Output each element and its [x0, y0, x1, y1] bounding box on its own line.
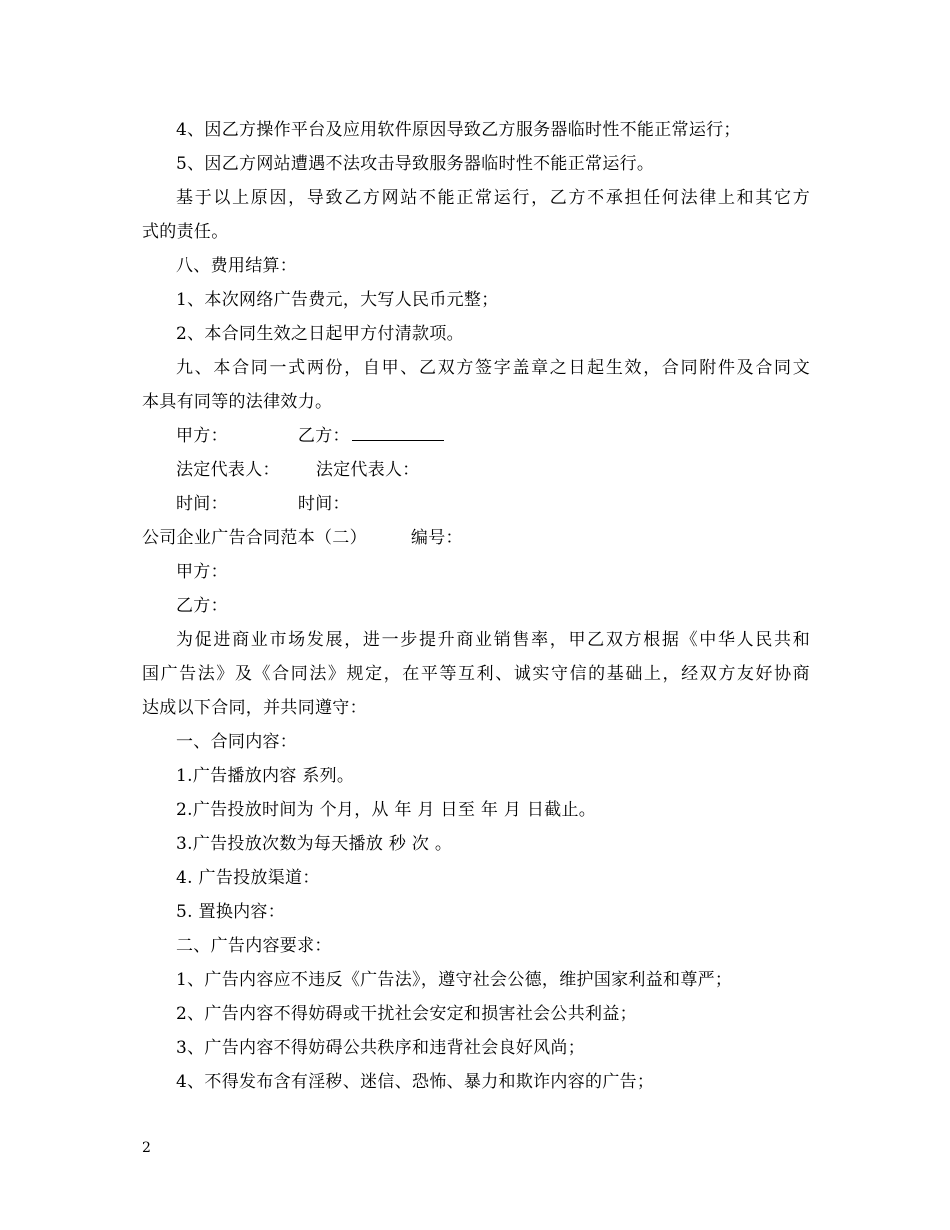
party-b-line: 乙方： [176, 596, 228, 616]
rep-a-label: 法定代表人： [176, 460, 280, 480]
paragraph-line: 式的责任。 [142, 222, 229, 242]
intro-line: 达成以下合同，并共同遵守： [142, 698, 367, 718]
section-heading: 一、合同内容： [176, 732, 298, 752]
section-heading: 二、广告内容要求： [176, 936, 332, 956]
contract-title: 公司企业广告合同范本（二） [142, 528, 367, 548]
paragraph-line: 5、因乙方网站遭遇不法攻击导致服务器临时性不能正常运行。 [176, 154, 655, 174]
paragraph-line: 基于以上原因，导致乙方网站不能正常运行，乙方不承担任何法律上和其它方 [176, 188, 810, 208]
list-item: 3、广告内容不得妨碍公共秩序和违背社会良好风尚； [176, 1038, 586, 1058]
paragraph-line: 九、本合同一式两份，自甲、乙双方签字盖章之日起生效，合同附件及合同文 [176, 358, 810, 378]
contract-number-label: 编号： [410, 528, 463, 548]
paragraph-line: 本具有同等的法律效力。 [142, 392, 333, 412]
paragraph-line: 2、本合同生效之日起甲方付清款项。 [176, 324, 464, 344]
section-heading: 八、费用结算： [176, 256, 298, 276]
list-item: 4. 广告投放渠道： [176, 868, 320, 888]
signature-row-representative [176, 459, 420, 481]
party-a-label: 甲方： [176, 426, 228, 446]
list-item: 2.广告投放时间为 个月，从 年 月 日至 年 月 日截止。 [176, 800, 597, 820]
signature-blank-line [352, 425, 444, 441]
list-item: 3.广告投放次数为每天播放 秒 次 。 [176, 834, 453, 854]
time-b-label: 时间： [297, 494, 350, 514]
list-item: 2、广告内容不得妨碍或干扰社会安定和损害社会公共利益； [176, 1004, 637, 1024]
rep-b-label: 法定代表人： [315, 460, 420, 480]
time-a-label: 时间： [176, 494, 228, 514]
paragraph-line: 1、本次网络广告费元，大写人民币元整； [176, 290, 499, 310]
list-item: 1.广告播放内容 系列。 [176, 766, 355, 786]
signature-row-party [176, 425, 444, 447]
page-number: 2 [142, 1140, 151, 1156]
list-item: 4、不得发布含有淫秽、迷信、恐怖、暴力和欺诈内容的广告； [176, 1072, 655, 1092]
contract-title-row [142, 527, 463, 549]
intro-line: 为促进商业市场发展，进一步提升商业销售率，甲乙双方根据《中华人民共和 [176, 630, 810, 650]
party-b-label: 乙方： [297, 426, 350, 446]
list-item: 5. 置换内容： [176, 902, 286, 922]
intro-line: 国广告法》及《合同法》规定，在平等互利、诚实守信的基础上，经双方友好协商 [142, 664, 810, 684]
signature-row-time [176, 493, 350, 515]
list-item: 1、广告内容应不违反《广告法》，遵守社会公德，维护国家利益和尊严； [176, 970, 733, 990]
party-a-line: 甲方： [176, 562, 228, 582]
paragraph-line: 4、因乙方操作平台及应用软件原因导致乙方服务器临时性不能正常运行； [176, 120, 741, 140]
